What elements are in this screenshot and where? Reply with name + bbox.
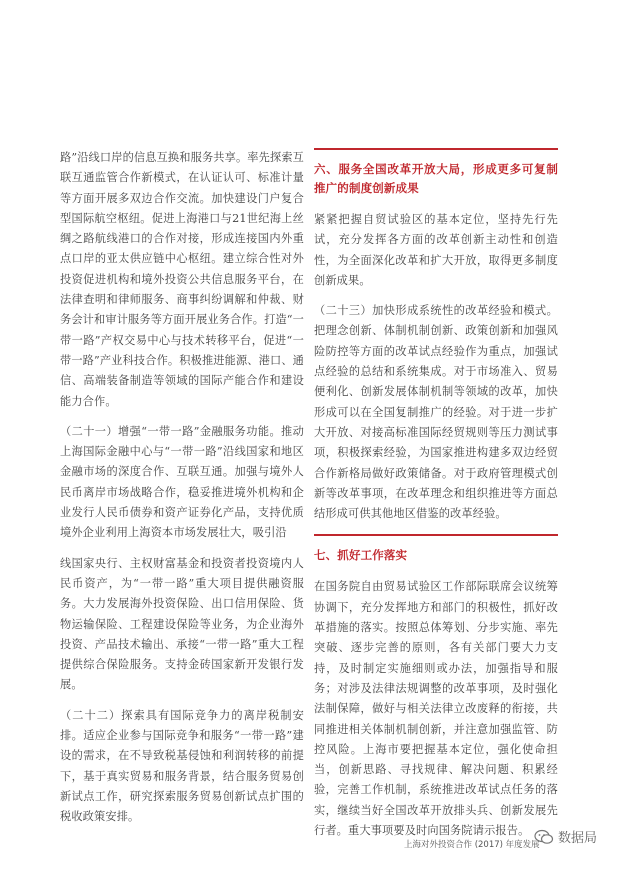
- watermark-text: 数据局: [558, 831, 598, 846]
- right-paragraph-2: （二十三）加快形成系统性的改革经验和模式。把理念创新、体制机制创新、政策创新和加强风险防控等方面的改革试点经验作为重点，加强试点经验的总结和系统集成。对于市场准入、贸易便利化、创新发展体制机制等领域的改革，加快形成可以在全国复制推广的经验。对于进一步扩大开放、对接高标准国际经贸规则等压力测试事项，积极探索经验，为国家推进构建多双边经贸合作新格局做好政策储备。对于政府管理模式创新等改革事项，在改革理念和组织推进等方面总结形成可供其他地区借鉴的改革经验。: [314, 304, 558, 521]
- left-paragraph-4: （二十二）探索具有国际竞争力的离岸税制安排。适应企业参与国际竞争和服务“一带一路”建设的需求，在不导致税基侵蚀和利润转移的前提下，基于真实贸易和服务背景，结合服务贸易创新试点工作，研究探索服务贸易创新试点扩围的税收政策安排。: [60, 708, 304, 824]
- section-rule: [314, 148, 558, 150]
- left-paragraph-1: 路”沿线口岸的信息互换和服务共享。率先探索互联互通监管合作新模式，在认证认可、标准计量等方面开展多双边合作交流。加快建设门户复合型国际航空枢纽。促进上海港口与21世纪海上丝绸之路航线港口的合作对接，形成连接国内外重点口岸的亚太供应链中心枢纽。建立综合性对外投资促进机构和境外投资公共信息服务平台，在法律查明和律师服务、商事纠纷调解和仲裁、财务会计和审计服务等方面开展业务合作。打造“一带一路”产权交易中心与技术转移平台，促进“一带一路”产业科技合作。积极推进能源、港口、通信、高端装备制造等领域的国际产能合作和建设能力合作。: [60, 151, 304, 408]
- right-paragraph-3: 在国务院自由贸易试验区工作部际联席会议统筹协调下，充分发挥地方和部门的积极性，抓好改革措施的落实。按照总体筹划、分步实施、率先突破、逐步完善的原则，各有关部门要大力支持，及时制定实施细则或办法，加强指导和服务；对涉及法律法规调整的改革事项，及时强化法制保障，做好与相关法律立改废释的衔接，共同推进相关体制机制创新，并注意加强监管、防控风险。上海市要把握基本定位，强化使命担当，创新思路、寻找规律、解决问题、积累经验，完善工作机制，系统推进改革试点任务的落实，继续当好全国改革开放排头兵、创新发展先行者。重大事项要及时向国务院请示报告。: [314, 580, 558, 838]
- right-paragraph-1: 紧紧把握自贸试验区的基本定位，坚持先行先试，充分发挥各方面的改革创新主动性和创造性，为全面深化改革和扩大开放，取得更多制度创新成果。: [314, 213, 558, 287]
- right-column: [314, 148, 558, 851]
- wechat-icon: [534, 829, 554, 845]
- left-column: [60, 148, 304, 838]
- page-footer: 上海对外投资合作 (2017) 年度发展: [404, 840, 540, 850]
- section-heading-6: 六、服务全国改革开放大局，形成更多可复制推广的制度创新成果: [314, 162, 558, 195]
- watermark: [534, 827, 597, 846]
- left-paragraph-3: 线国家央行、主权财富基金和投资者投资境内人民币资产，为“一带一路”重大项目提供融资服务。大力发展海外投资保险、出口信用保险、货物运输保险、工程建设保险等业务，为企业海外投资、产品技术输出、承接“一带一路”重大工程提供综合保险服务。支持金砖国家新开发银行发展。: [60, 556, 304, 692]
- section-heading-7: 七、抓好工作落实: [314, 548, 408, 563]
- section-rule: [314, 534, 558, 536]
- left-paragraph-2: （二十一）增强“一带一路”金融服务功能。推动上海国际金融中心与“一带一路”沿线国家和地区金融市场的深度合作、互联互通。加强与境外人民币离岸市场战略合作，稳妥推进境外机构和企业发行人民币债券和资产证券化产品，支持优质境外企业利用上海资本市场发展壮大，吸引沿: [60, 424, 304, 540]
